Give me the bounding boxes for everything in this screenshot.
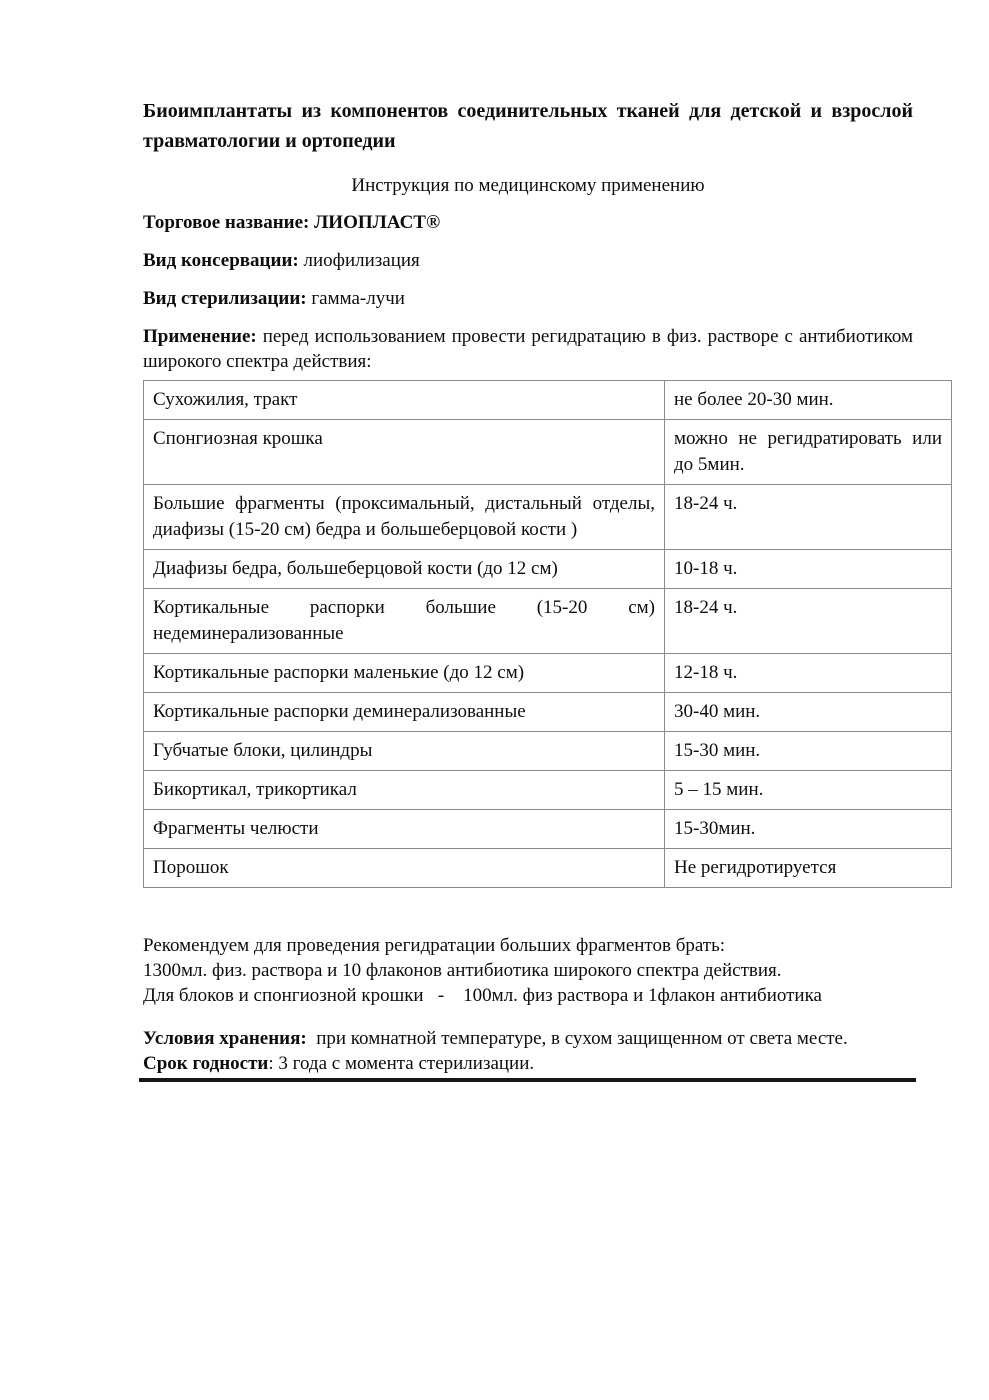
table-row — [144, 732, 952, 771]
time-cell: 18-24 ч. — [665, 485, 952, 550]
table-row — [144, 849, 952, 888]
field-sterilization — [143, 286, 913, 311]
trade-name-value: ЛИОПЛАСТ® — [314, 212, 441, 233]
bottom-rule-divider — [139, 1078, 916, 1082]
item-cell: Кортикальные распорки маленькие (до 12 см) — [144, 654, 665, 693]
sterilization-value: гамма-лучи — [311, 288, 405, 309]
table-row — [144, 693, 952, 732]
time-cell: 12-18 ч. — [665, 654, 952, 693]
shelf-life-label: Срок годности — [143, 1053, 269, 1074]
item-cell: Кортикальные распорки большие (15-20 см) недеминерализованные — [144, 589, 665, 654]
sterilization-label: Вид стерилизации: — [143, 288, 307, 309]
item-cell: Сухожилия, тракт — [144, 381, 665, 420]
application-label: Применение: — [143, 326, 257, 347]
time-cell: не более 20-30 мин. — [665, 381, 952, 420]
application-text: перед использованием провести регидратацию в физ. растворе с антибиотиком широкого спектра действия: — [143, 326, 913, 372]
shelf-life-text: : 3 года с момента стерилизации. — [268, 1053, 535, 1074]
preservation-label: Вид консервации: — [143, 250, 299, 271]
recommendation-line: Для блоков и спонгиозной крошки - 100мл. физ раствора и 1флакон антибиотика — [143, 985, 822, 1006]
time-cell: 10-18 ч. — [665, 550, 952, 589]
time-cell: Не регидротируется — [665, 849, 952, 888]
preservation-value: лиофилизация — [303, 250, 420, 271]
time-cell: можно не регидратировать или до 5мин. — [665, 420, 952, 485]
item-cell: Губчатые блоки, цилиндры — [144, 732, 665, 771]
document-title: Биоимплантаты из компонентов соединительных тканей для детской и взрослой травматологии и ортопедии — [143, 100, 913, 152]
field-preservation — [143, 248, 913, 273]
time-cell: 30-40 мин. — [665, 693, 952, 732]
time-cell: 5 – 15 мин. — [665, 771, 952, 810]
table-row — [144, 485, 952, 550]
table-row — [144, 420, 952, 485]
item-cell: Большие фрагменты (проксимальный, дистальный отделы, диафизы (15-20 см) бедра и большеберцовой кости ) — [144, 485, 665, 550]
table-row — [144, 381, 952, 420]
time-cell: 15-30мин. — [665, 810, 952, 849]
recommendation-line: Рекомендуем для проведения регидратации больших фрагментов брать: — [143, 935, 726, 956]
rehydration-table — [143, 380, 952, 888]
time-cell: 18-24 ч. — [665, 589, 952, 654]
item-cell: Диафизы бедра, большеберцовой кости (до 12 см) — [144, 550, 665, 589]
storage-label: Условия хранения: — [143, 1028, 307, 1049]
storage-text: при комнатной температуре, в сухом защищенном от света месте. — [306, 1028, 848, 1049]
item-cell: Бикортикал, трикортикал — [144, 771, 665, 810]
item-cell: Кортикальные распорки деминерализованные — [144, 693, 665, 732]
table-row — [144, 810, 952, 849]
table-row — [144, 654, 952, 693]
item-cell: Порошок — [144, 849, 665, 888]
table-row — [144, 589, 952, 654]
document-subtitle: Инструкция по медицинскому применению — [351, 175, 705, 196]
table-row — [144, 550, 952, 589]
rehydration-table-body — [144, 381, 952, 888]
recommendation-block — [143, 933, 913, 1008]
field-trade-name — [143, 210, 913, 235]
item-cell: Спонгиозная крошка — [144, 420, 665, 485]
application-paragraph — [143, 324, 913, 374]
table-row — [144, 771, 952, 810]
trade-name-label: Торговое название: — [143, 212, 310, 233]
item-cell: Фрагменты челюсти — [144, 810, 665, 849]
shelf-life — [143, 1051, 913, 1076]
storage-conditions — [143, 1026, 913, 1051]
recommendation-line: 1300мл. физ. раствора и 10 флаконов антибиотика широкого спектра действия. — [143, 960, 782, 981]
time-cell: 15-30 мин. — [665, 732, 952, 771]
